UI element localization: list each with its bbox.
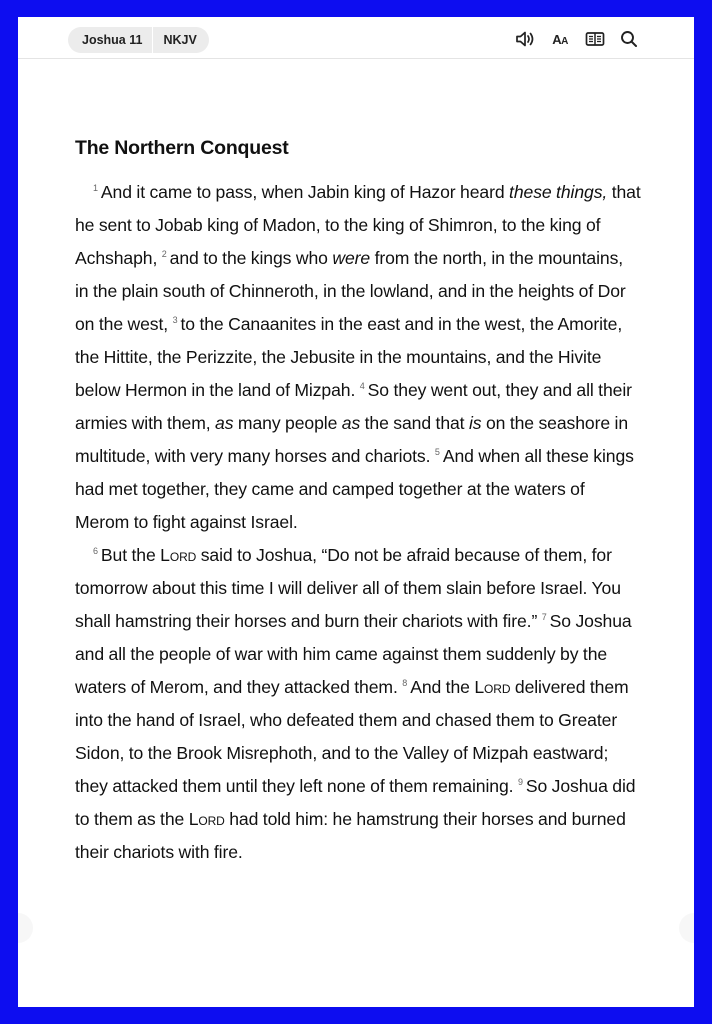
reader-window (18, 17, 694, 1007)
verse-2-text-cont: from the north, in the mountains, in the plain south of Chinneroth, in the lowland, and in the heights of Dor on the west, (75, 248, 626, 334)
verse-2-text: and to the kings who (169, 248, 333, 268)
verse-3-text: to the Canaanites in the east and in the west, the Amorite, the Hittite, the Perizzite, the Jebusite in the mountains, and the Hivite below Hermon in the land of Mizpah. (75, 314, 623, 400)
passage-selector (68, 27, 209, 53)
verse-8-text-cont: delivered them into the hand of Israel, who defeated them and chased them to Greater Sidon, to the Brook Misrephoth, and to the Valley of Mizpah eastward; they attacked them until they left none of them remaining. (75, 677, 629, 796)
verse-9-text: So Joshua did to them as the (75, 776, 636, 829)
verse-number[interactable]: 1 (93, 183, 98, 194)
section-heading: The Northern Conquest (75, 137, 289, 159)
verse-6-text: But the (100, 545, 161, 565)
divine-name: Lord (474, 677, 511, 697)
verse-4-text-cont: many people (233, 413, 342, 433)
verse-number[interactable]: 7 (541, 612, 547, 623)
verse-1-text-cont: that he sent to Jobab king of Madon, to the king of Shimron, to the king of Achshaph, (75, 182, 641, 268)
previous-chapter-button[interactable] (18, 913, 33, 943)
verse-1-text: And it came to pass, when Jabin king of Hazor heard (100, 182, 510, 202)
verse-number[interactable]: 8 (402, 678, 408, 689)
verse-1-italic: these things, (509, 182, 608, 202)
divine-name: Lord (160, 545, 197, 565)
font-size-icon: AA (552, 31, 568, 47)
verse-number[interactable]: 2 (161, 249, 167, 260)
verse-number[interactable]: 5 (434, 447, 440, 458)
verse-5-text: And when all these kings had met together, they came and camped together at the waters of Merom to fight against Israel. (75, 446, 634, 532)
chapter-content (75, 133, 641, 869)
verse-4-text-cont: the sand that (360, 413, 469, 433)
paragraph-2 (75, 539, 641, 869)
version-button[interactable]: NKJV (152, 27, 208, 53)
parallel-view-button[interactable] (585, 30, 605, 48)
verse-6-text-cont: said to Joshua, “Do not be afraid because of them, for tomorrow about this time I will deliver all of them slain before Israel. You shall hamstring their horses and burn their chariots with fire.” (75, 545, 621, 631)
search-icon (619, 30, 639, 48)
verse-number[interactable]: 4 (359, 381, 365, 392)
reader-toolbar (18, 17, 694, 59)
verse-4-italic: as (215, 413, 234, 433)
verse-8-text: And the (410, 677, 475, 697)
verse-4-italic: is (468, 413, 482, 433)
book-icon (585, 30, 605, 48)
speaker-icon (515, 30, 535, 48)
audio-button[interactable] (515, 30, 535, 48)
font-size-button[interactable] (550, 30, 570, 48)
verse-7-text: So Joshua and all the people of war with him came against them suddenly by the waters of Merom, and they attacked them. (75, 611, 632, 697)
verse-2-italic: were (332, 248, 371, 268)
divine-name: Lord (188, 809, 225, 829)
book-chapter-button[interactable]: Joshua 11 (82, 33, 143, 47)
verse-4-text-cont: on the seashore in multitude, with very many horses and chariots. (75, 413, 629, 466)
verse-number[interactable]: 9 (517, 777, 523, 788)
verse-9-text-cont: had told him: he hamstrung their horses and burned their chariots with fire. (75, 809, 626, 862)
search-button[interactable] (619, 30, 639, 48)
verse-number[interactable]: 3 (172, 315, 178, 326)
verse-number[interactable]: 6 (93, 546, 98, 557)
verse-4-italic: as (341, 413, 361, 433)
verse-4-text: So they went out, they and all their armies with them, (75, 380, 632, 433)
next-chapter-button[interactable] (679, 913, 694, 943)
paragraph-1 (75, 176, 641, 539)
